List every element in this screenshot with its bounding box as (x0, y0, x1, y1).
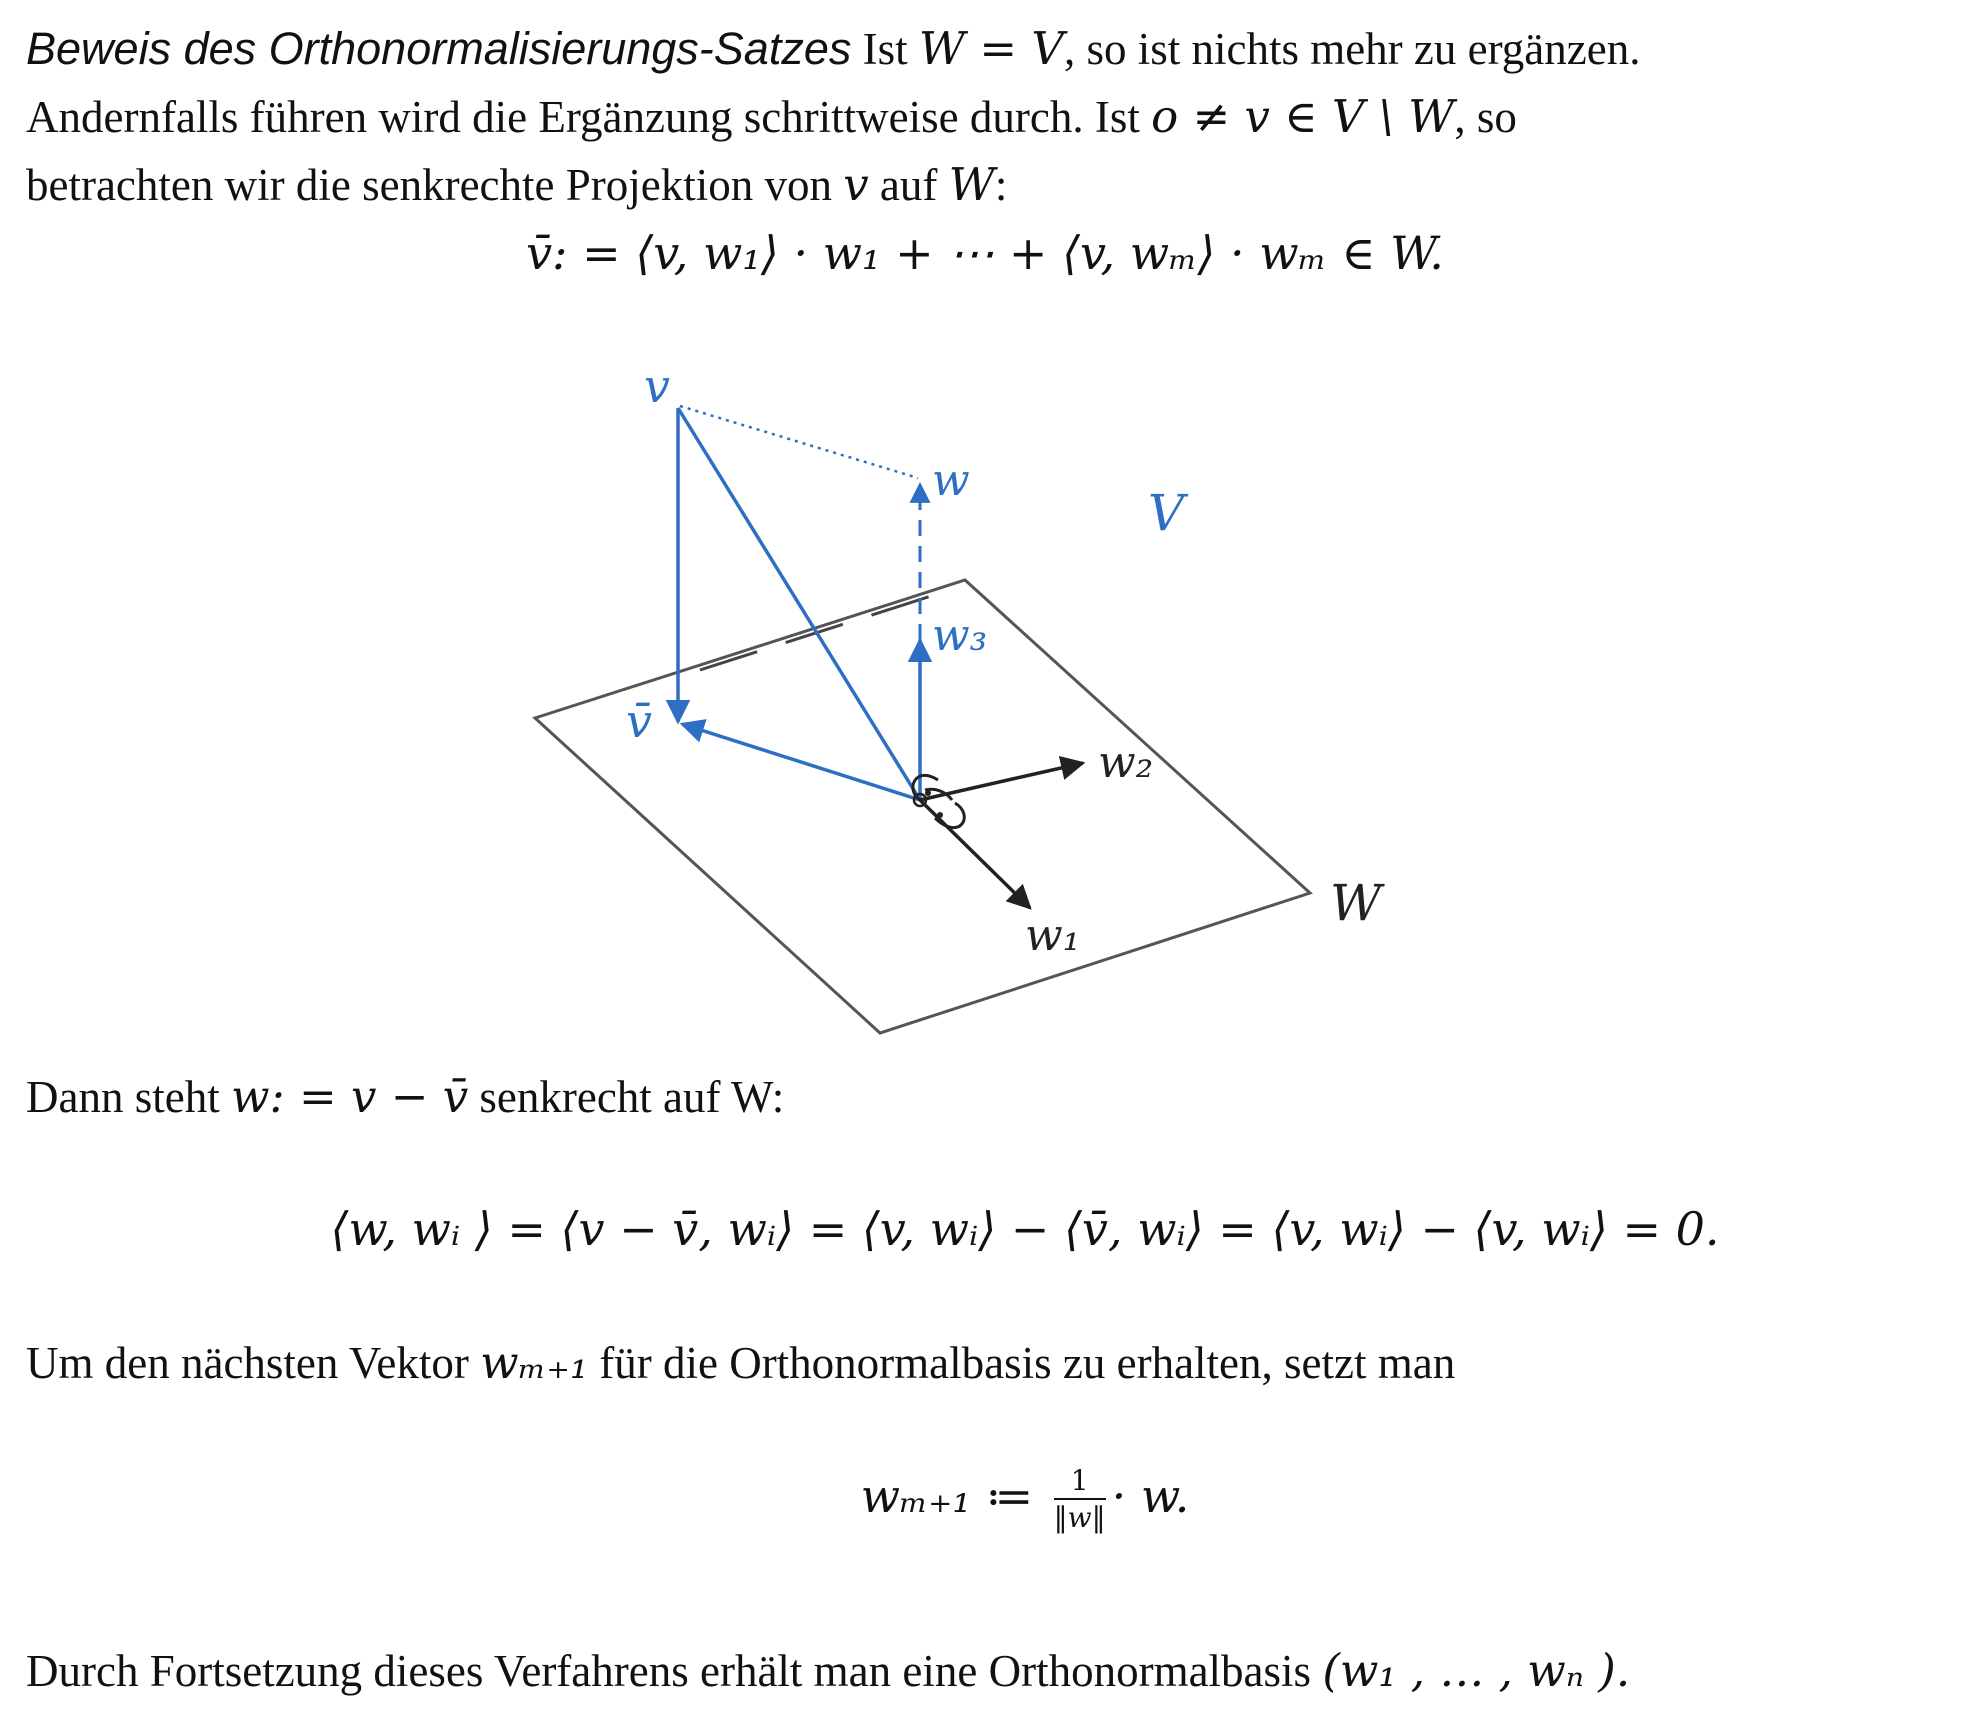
text: , so ist nichts mehr zu ergänzen. (1063, 24, 1641, 74)
label-W: W (1330, 874, 1382, 932)
text: , so (1454, 92, 1517, 142)
orthogonality-formula: ⟨w, wᵢ ⟩ = ⟨v − v̄, wᵢ⟩ = ⟨v, wᵢ⟩ − ⟨v̄, wᵢ⟩ = ⟨v, wᵢ⟩ − ⟨v, wᵢ⟩ = 0. (330, 1202, 1720, 1256)
formula-lhs: wₘ₊₁ (860, 1469, 971, 1523)
label-V: V (1148, 484, 1185, 542)
label-w1: w₁ (1025, 910, 1081, 961)
fraction (1054, 1464, 1106, 1536)
projection-formula: v̄: = ⟨v, w₁⟩ · w₁ + ⋯ + ⟨v, wₘ⟩ · wₘ ∈ W. (526, 226, 1444, 280)
paragraph-4 (26, 1642, 1630, 1700)
label-w3: w₃ (932, 610, 988, 661)
math-inline: o ≠ v ∈ V \ W (1151, 90, 1455, 143)
right-angle-dot (925, 790, 931, 796)
math-inline: w: = v − v̄ (230, 1070, 469, 1123)
text: Ist (851, 24, 919, 74)
label-vbar: v̄ (626, 694, 652, 748)
text: Dann steht (26, 1072, 231, 1122)
right-angle-dot (937, 812, 943, 818)
text: senkrecht auf W: (468, 1072, 785, 1122)
text: betrachten wir die senkrechte Projektion von (26, 160, 844, 210)
vector-v (678, 408, 920, 800)
proof-title: Beweis des Orthonormalisierungs-Satzes (26, 23, 852, 74)
fraction-denominator: ‖w‖ (1053, 1501, 1106, 1534)
text: Durch Fortsetzung dieses Verfahrens erhält man eine Orthonormalbasis (26, 1646, 1323, 1696)
vector-w1 (920, 800, 1030, 908)
paragraph-2 (26, 1068, 784, 1126)
vector-vbar (682, 724, 920, 800)
fraction-numerator: 1 (1054, 1464, 1106, 1500)
paragraph-3 (26, 1334, 1455, 1392)
math-inline: W = V (918, 22, 1064, 75)
math-inline: v (843, 158, 869, 211)
normalization-formula (0, 1464, 1970, 1536)
text: für die Orthonormalbasis zu erhalten, setzt man (588, 1338, 1456, 1388)
label-v: v (644, 359, 670, 413)
text: Andernfalls führen wird die Ergänzung schrittweise durch. Ist (26, 92, 1152, 142)
math-inline: W (948, 158, 995, 211)
assign-sign: ≔ (970, 1469, 1048, 1523)
text: Um den nächsten Vektor (26, 1338, 481, 1388)
label-w: w (932, 455, 970, 506)
label-w2: w₂ (1098, 737, 1154, 788)
plane-hidden-edge (700, 590, 950, 670)
math-inline: wₘ₊₁ (480, 1336, 588, 1389)
text: : (994, 160, 1008, 210)
formula-rhs: · w. (1111, 1469, 1190, 1523)
math-inline: (w₁ , … , wₙ ). (1322, 1644, 1631, 1697)
text: auf (868, 160, 949, 210)
